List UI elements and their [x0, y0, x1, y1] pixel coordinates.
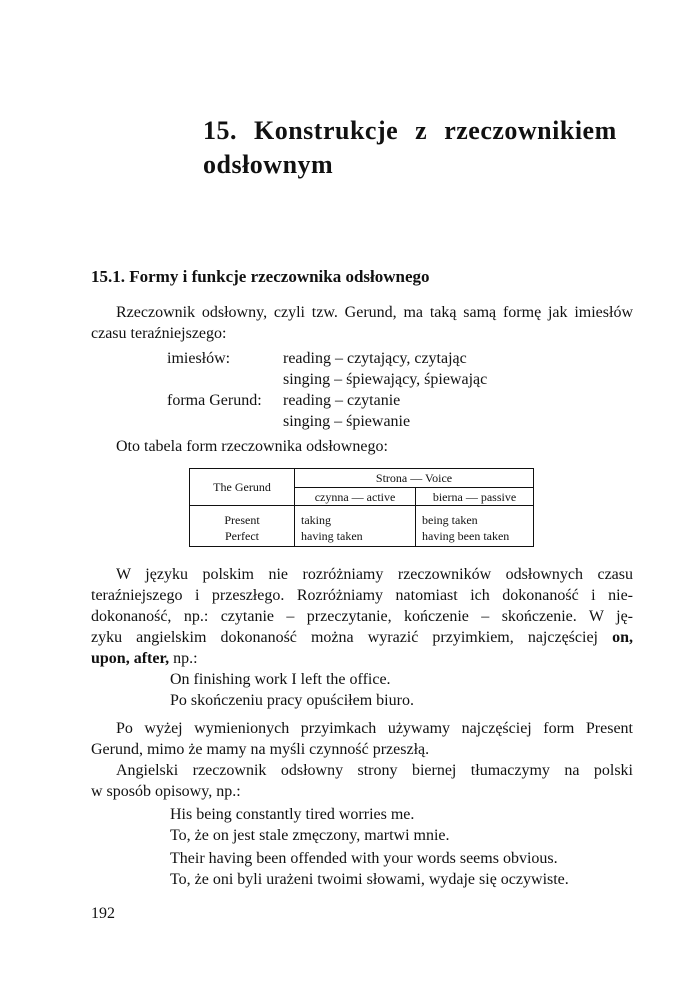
table-cell: being taken — [416, 506, 534, 529]
paragraph-line: W języku polskim nie rozróżniamy rzeczowników odsłownych czasu — [116, 566, 633, 583]
intro-line: czasu teraźniejszego: — [91, 325, 227, 342]
chapter-title-line2: odsłownym — [203, 150, 334, 179]
forms-value: singing – śpiewanie — [283, 413, 411, 430]
paragraph-line: Gerund, mimo że mamy na myśli czynność przeszłą. — [91, 741, 430, 758]
example-polish: To, że on jest stale zmęczony, martwi mnie. — [170, 827, 450, 844]
paragraph-text: zyku angielskim dokonaność można wyrazić przyimkiem, najczęściej — [91, 629, 599, 646]
paragraph-passive — [91, 718, 633, 802]
example-block — [170, 804, 569, 890]
example-polish: To, że oni byli urażeni twoimi słowami, wydaje się oczywiste. — [170, 871, 569, 888]
paragraph-perfectivity — [91, 564, 633, 669]
paragraph-line: w sposób opisowy, np.: — [91, 783, 241, 800]
chapter-title-line1: 15. Konstrukcje z rzeczownikiem — [203, 116, 617, 145]
intro-line: Rzeczownik odsłowny, czyli tzw. Gerund, ma taką samą formę jak imiesłów — [116, 304, 633, 321]
page-number: 192 — [91, 905, 115, 922]
forms-row — [167, 369, 487, 390]
intro-paragraph — [91, 302, 633, 344]
example-english: His being constantly tired worries me. — [170, 806, 415, 823]
paragraph-line — [91, 648, 633, 669]
forms-value: singing – śpiewający, śpiewając — [283, 371, 488, 388]
paragraph-line: teraźniejszego i przeszłego. Rozróżniamy natomiast ich dokonaność i nie- — [91, 587, 633, 604]
forms-label — [167, 411, 283, 432]
forms-label: imiesłów: — [167, 350, 231, 367]
example-english: Their having been offended with your words seems obvious. — [170, 850, 558, 867]
table-corner: The Gerund — [190, 469, 295, 506]
forms-row — [167, 390, 487, 411]
example-english: On finishing work I left the office. — [170, 671, 391, 688]
bold-term: upon, after, — [91, 650, 170, 667]
gerund-table — [189, 468, 534, 547]
table-group-header: Strona — Voice — [295, 469, 534, 488]
forms-value: reading – czytający, czytając — [283, 350, 467, 367]
forms-value: reading – czytanie — [283, 392, 401, 409]
table-cell: taking — [295, 506, 416, 529]
table-col-active: czynna — active — [295, 488, 416, 506]
table-col-passive: bierna — passive — [416, 488, 534, 506]
paragraph-line: Angielski rzeczownik odsłowny strony biernej tłumaczymy na polski — [116, 762, 633, 779]
example-polish: Po skończeniu pracy opuściłem biuro. — [170, 692, 414, 709]
forms-row — [167, 411, 487, 432]
paragraph-line: dokonaność, np.: czytanie – przeczytanie, kończenie – skończenie. W ję- — [91, 608, 633, 625]
table-row-name: Perfect — [190, 528, 295, 547]
paragraph-line — [91, 627, 633, 648]
table-row-name: Present — [190, 506, 295, 529]
chapter-title — [203, 114, 643, 182]
bold-term: on, — [612, 629, 634, 646]
forms-list — [167, 348, 487, 432]
table-intro-text: Oto tabela form rzeczownika odsłownego: — [116, 438, 388, 455]
section-heading: 15.1. Formy i funkcje rzeczownika odsłownego — [91, 267, 430, 286]
forms-label: forma Gerund: — [167, 392, 262, 409]
forms-row — [167, 348, 487, 369]
table-cell: having taken — [295, 528, 416, 547]
example-block — [170, 669, 414, 711]
paragraph-line: Po wyżej wymienionych przyimkach używamy najczęściej form Present — [116, 720, 633, 737]
paragraph-text: np.: — [173, 650, 198, 667]
table-cell: having been taken — [416, 528, 534, 547]
forms-label — [167, 369, 283, 390]
table-intro — [91, 436, 633, 457]
